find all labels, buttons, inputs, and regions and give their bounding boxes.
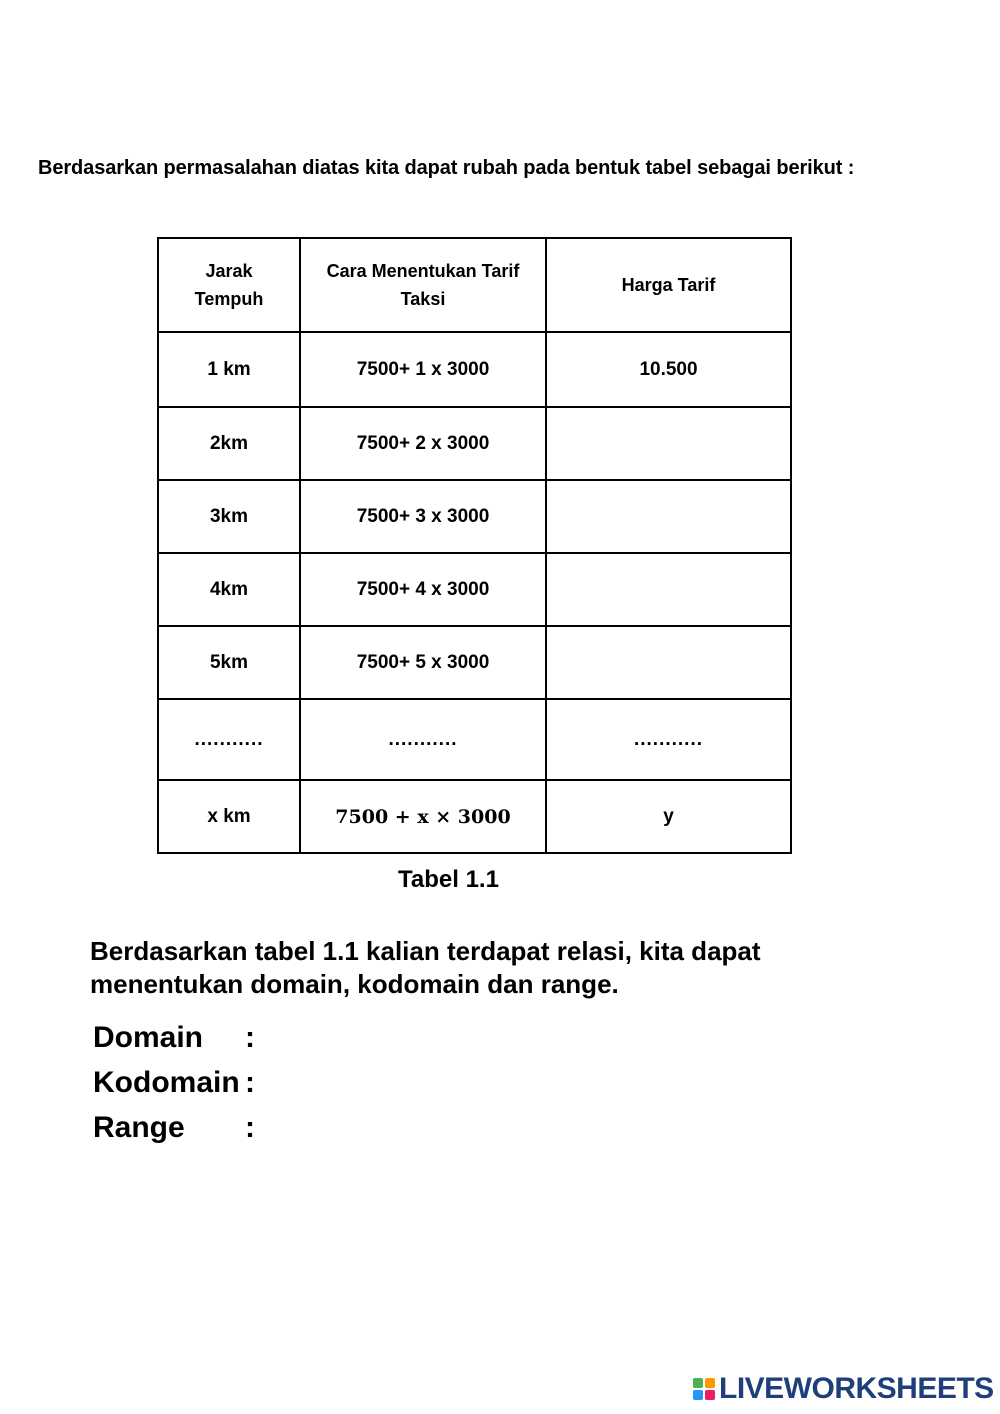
cell-jarak: 3km: [158, 480, 300, 553]
header-harga: Harga Tarif: [546, 238, 791, 332]
cell-harga-answer[interactable]: [546, 407, 791, 480]
field-domain: [93, 1021, 255, 1055]
cell-jarak: 1 km: [158, 332, 300, 407]
field-colon: :: [245, 1066, 255, 1099]
liveworksheets-logo-icon: [693, 1378, 715, 1400]
cell-harga-answer[interactable]: [546, 553, 791, 626]
field-label: Range: [93, 1111, 185, 1144]
cell-harga-answer[interactable]: [546, 626, 791, 699]
table-header-row: [158, 238, 791, 332]
relation-paragraph: Berdasarkan tabel 1.1 kalian terdapat relasi, kita dapat menentukan domain, kodomain dan range.: [90, 936, 761, 999]
cell-cara: 7500+ 1 x 3000: [300, 332, 546, 407]
table-row: [158, 407, 791, 480]
cell-jarak: 5km: [158, 626, 300, 699]
field-label: Domain: [93, 1021, 204, 1054]
table-row: [158, 553, 791, 626]
cell-cara: 7500+ 3 x 3000: [300, 480, 546, 553]
cell-cara: 7500+ 5 x 3000: [300, 626, 546, 699]
cell-cara-dots: ...........: [300, 699, 546, 780]
table-row: [158, 480, 791, 553]
table-row: [158, 699, 791, 780]
table-row: [158, 626, 791, 699]
field-label: Kodomain: [93, 1066, 240, 1099]
intro-text: Berdasarkan permasalahan diatas kita dapat rubah pada bentuk tabel sebagai berikut :: [38, 157, 855, 179]
table-caption: Tabel 1.1: [398, 866, 499, 893]
cell-harga: y: [546, 780, 791, 853]
table-row: [158, 332, 791, 407]
field-colon: :: [245, 1111, 255, 1144]
cell-harga-answer[interactable]: [546, 480, 791, 553]
tarif-table: [157, 237, 792, 854]
cell-harga: 10.500: [546, 332, 791, 407]
brand-footer[interactable]: [693, 1373, 994, 1405]
cell-harga-dots: ...........: [546, 699, 791, 780]
cell-jarak: x km: [158, 780, 300, 853]
cell-jarak: 4km: [158, 553, 300, 626]
cell-jarak-dots: ...........: [158, 699, 300, 780]
cell-cara: 7500+ 4 x 3000: [300, 553, 546, 626]
cell-jarak: 2km: [158, 407, 300, 480]
field-colon: :: [245, 1021, 255, 1054]
header-cara: Cara Menentukan Tarif Taksi: [300, 238, 546, 332]
table-row: [158, 780, 791, 853]
field-range: [93, 1111, 255, 1145]
cell-formula: 7500 + x × 3000: [300, 780, 546, 853]
cell-cara: 7500+ 2 x 3000: [300, 407, 546, 480]
header-jarak: Jarak Tempuh: [158, 238, 300, 332]
brand-name: LIVEWORKSHEETS: [719, 1372, 994, 1405]
field-kodomain: [93, 1066, 255, 1100]
